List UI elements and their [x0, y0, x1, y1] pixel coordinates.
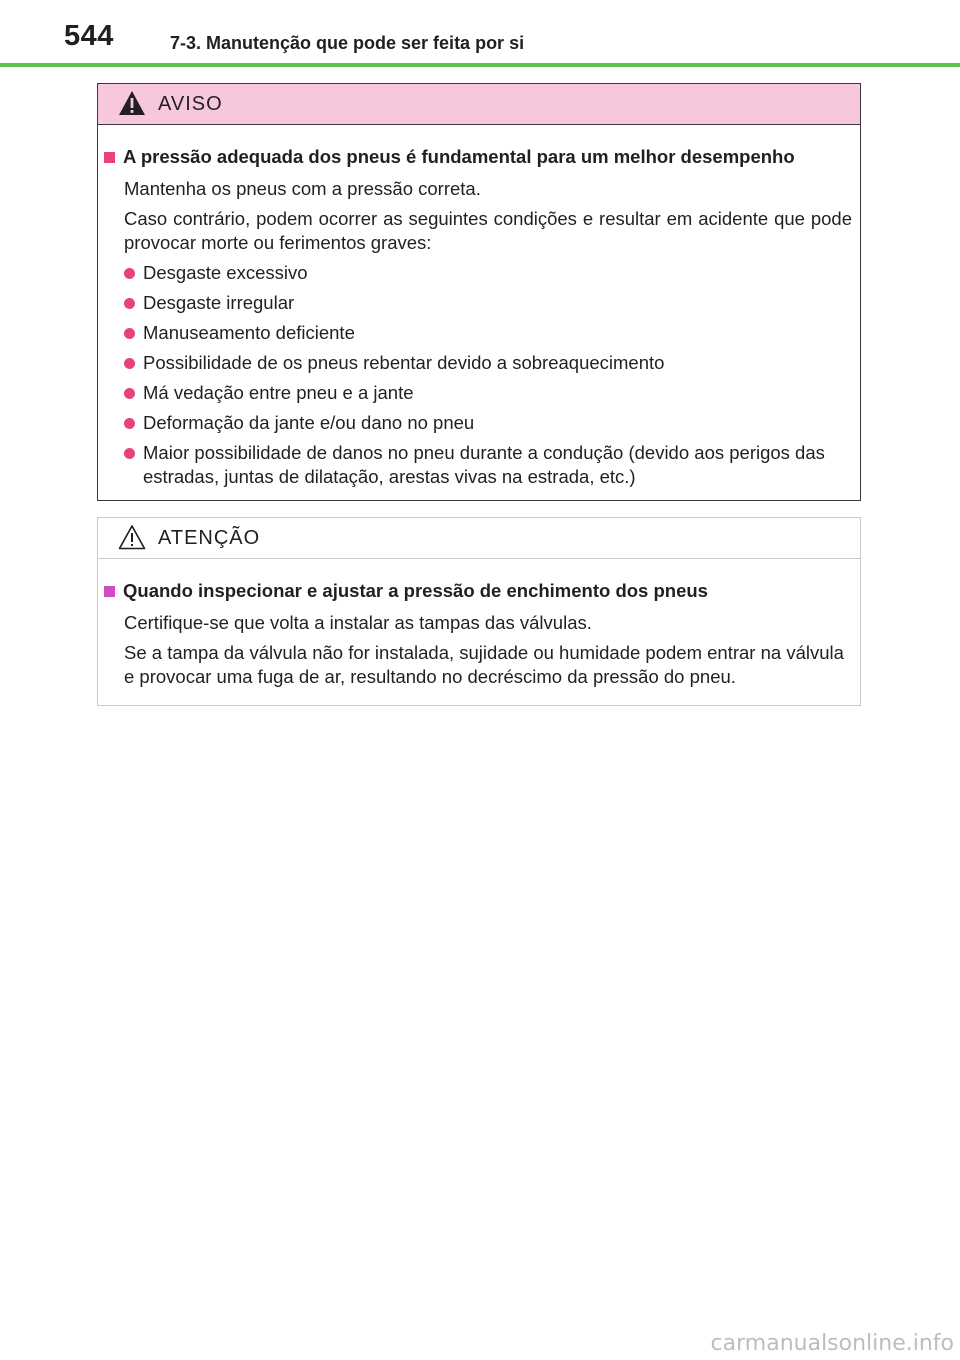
page-header [0, 0, 960, 68]
square-bullet-icon [104, 152, 115, 163]
warning-label: AVISO [158, 93, 223, 115]
list-item: Possibilidade de os pneus rebentar devido a sobreaquecimento [124, 351, 852, 375]
caution-heading [104, 579, 852, 603]
list-item: Maior possibilidade de danos no pneu durante a condução (devido aos perigos das estradas, juntas de dilatação, arestas vivas na estrada, etc.) [124, 441, 852, 489]
dot-bullet-icon [124, 268, 135, 279]
watermark: carmanualsonline.info [710, 1331, 954, 1356]
caution-box-header [98, 518, 860, 559]
caution-box-body [98, 559, 860, 689]
dot-bullet-icon [124, 388, 135, 399]
dot-bullet-icon [124, 328, 135, 339]
warning-box-header [98, 84, 860, 125]
warning-box [97, 83, 861, 501]
caution-heading-text: Quando inspecionar e ajustar a pressão de enchimento dos pneus [123, 580, 708, 601]
dot-bullet-icon [124, 418, 135, 429]
section-title: 7-3. Manutenção que pode ser feita por si [170, 33, 525, 53]
warning-triangle-icon [118, 90, 146, 116]
warning-bullet-list [124, 261, 852, 489]
square-bullet-icon [104, 586, 115, 597]
warning-paragraph-1: Mantenha os pneus com a pressão correta. [124, 178, 481, 199]
list-item: Desgaste excessivo [124, 261, 852, 285]
caution-paragraph-1: Certifique-se que volta a instalar as tampas das válvulas. [124, 612, 592, 633]
list-item: Desgaste irregular [124, 291, 852, 315]
list-item: Deformação da jante e/ou dano no pneu [124, 411, 852, 435]
caution-paragraph-2: Se a tampa da válvula não for instalada, sujidade ou humidade podem entrar na válvula e provocar uma fuga de ar, resultando no decréscimo da pressão do pneu. [124, 642, 844, 687]
warning-heading-text: A pressão adequada dos pneus é fundamental para um melhor desempenho [123, 146, 795, 167]
caution-label: ATENÇÃO [158, 527, 261, 549]
page-number: 544 [64, 20, 114, 52]
list-item: Manuseamento deficiente [124, 321, 852, 345]
dot-bullet-icon [124, 298, 135, 309]
list-item: Má vedação entre pneu e a jante [124, 381, 852, 405]
warning-heading [104, 145, 852, 169]
dot-bullet-icon [124, 448, 135, 459]
header-rule [0, 63, 960, 67]
warning-box-body [98, 125, 860, 489]
caution-triangle-icon [118, 524, 146, 550]
caution-box [97, 517, 861, 706]
dot-bullet-icon [124, 358, 135, 369]
warning-paragraph-2: Caso contrário, podem ocorrer as seguintes condições e resultar em acidente que pode provocar morte ou ferimentos graves: [124, 208, 852, 253]
